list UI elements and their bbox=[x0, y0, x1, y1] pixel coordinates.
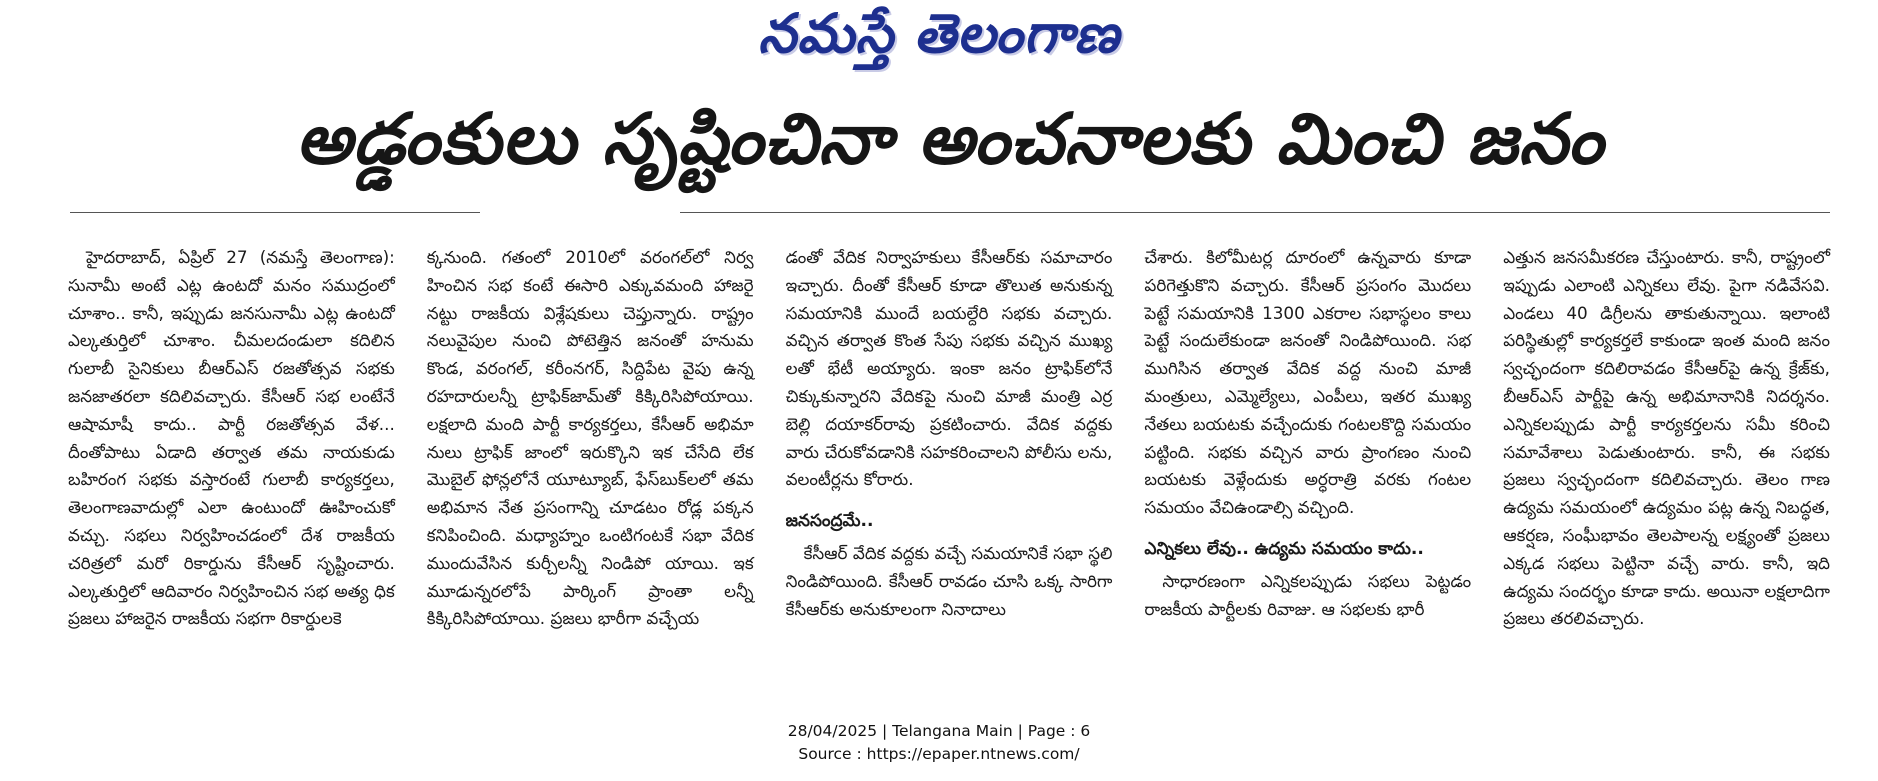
paragraph: క్కనుంది. గతంలో 2010లో వరంగల్‌లో నిర్వ హించిన సభ కంటే ఈసారి ఎక్కువమంది హాజరై నట్టు రాజకీయ విశ్లేషకులు చెప్తున్నారు. రాష్ట్రం నలువైపుల నుంచి పోటెత్తిన జనంతో హనుమ కొండ, వరంగల్, కరీంనగర్, సిద్దిపేట వైపు ఉన్న రహదారులన్నీ ట్రాఫిక్‌జామ్‌తో కిక్కిరిసిపోయాయి. లక్షలాది మంది పార్టీ కార్యకర్తలు, కేసీఆర్ అభిమా నులు ట్రాఫిక్ జాంలో ఇరుక్కొని ఇక చేసేది లేక మొబైల్ ఫోన్లలోనే యూట్యూబ్, ఫేస్‌బుక్‌లలో తమ అభిమాన నేత ప్రసంగాన్ని చూడటం రోడ్ల పక్కన కనిపించింది. మధ్యాహ్నం ఒంటిగంటకే సభా వేదిక ముందువేసిన కుర్చీలన్నీ నిండిపో యాయి. ఇక మూడున్నరలోపే పార్కింగ్ ప్రాంతా లన్నీ కిక్కిరిసిపోయాయి. ప్రజలు భారీగా వచ్చేయ bbox=[426, 247, 754, 629]
article-column-4 bbox=[1144, 244, 1471, 644]
paragraph: కేసీఆర్ వేదిక వద్దకు వచ్చే సమయానికే సభా స్థలి నిండిపోయింది. కేసీఆర్ రావడం చూసి ఒక్క సారిగా కేసీఆర్‌కు అనుకూలంగా నినాదాలు bbox=[785, 542, 1113, 619]
article-column-2 bbox=[427, 244, 754, 644]
divider-rule-right bbox=[680, 212, 1830, 213]
paragraph: చేశారు. కిలోమీటర్ల దూరంలో ఉన్నవారు కూడా పరిగెత్తుకొని వచ్చారు. కేసీఆర్ ప్రసంగం మొదలు పెట్టే సమయానికి 1300 ఎకరాల సభాస్థలం కాలు పెట్టే సందులేకుండా జనంతో నిండిపోయింది. సభ ముగిసిన తర్వాత వేదిక వద్ద నుంచి మాజీ మంత్రులు, ఎమ్మెల్యేలు, ఎంపీలు, ఇతర ముఖ్య నేతలు బయటకు వచ్చేందుకు గంటలకొద్ది సమయం పట్టింది. సభకు వచ్చిన వారు ప్రాంగణం నుంచి బయటకు వెళ్లేందుకు అర్ధరాత్రి వరకు గంటల సమయం వేచిఉండాల్సి వచ్చింది. bbox=[1144, 247, 1472, 518]
footer-date-page: 28/04/2025 | Telangana Main | Page : 6 bbox=[787, 722, 1091, 740]
subheading: జనసంద్రమే.. bbox=[785, 511, 874, 532]
article-column-3 bbox=[786, 244, 1113, 644]
paragraph: డంతో వేదిక నిర్వాహకులు కేసీఆర్‌కు సమాచారం ఇచ్చారు. దీంతో కేసీఆర్ కూడా తొలుత అనుకున్న సమయానికి ముందే బయల్దేరి సభకు వచ్చారు. వచ్చిన తర్వాత కొంత సేపు సభకు వచ్చిన ముఖ్య లతో భేటీ అయ్యారు. ఇంకా జనం ట్రాఫిక్‌లోనే చిక్కుకున్నారని వేదికపై నుంచి మాజీ మంత్రి ఎర్ర బెల్లి దయాకర్‌రావు ప్రకటించారు. వేదిక వద్దకు వారు చేరుకోవడానికి సహకరించాలని పోలీసు లను, వలంటీర్లను కోరారు. bbox=[785, 247, 1113, 490]
masthead-logo: నమస్తే తెలంగాణ bbox=[758, 1, 1120, 65]
page-footer bbox=[0, 720, 1878, 766]
paragraph: హైదరాబాద్, ఏప్రిల్ 27 (నమస్తే తెలంగాణ): సునామీ అంటే ఎట్ల ఉంటదో మనం సముద్రంలో చూశాం.. కానీ, ఇప్పుడు జనసునామీ ఎట్ల ఉంటదో ఎల్కతుర్తిలో చూశాం. చీమలదండులా కదిలిన గులాబీ సైనికులు బీఆర్ఎస్ రజతోత్సవ సభకు జనజాతరలా కదిలివచ్చారు. కేసీఆర్ సభ లంటేనే ఆషామాషీ కాదు.. పార్టీ రజతోత్సవ వేళ... దీంతోపాటు ఏడాది తర్వాత తమ నాయకుడు బహిరంగ సభకు వస్తారంటే గులాబీ కార్యకర్తలు, తెలంగాణవాదుల్లో ఎలా ఉంటుందో ఊహించుకో వచ్చు. సభలు నిర్వహించడంలో దేశ రాజకీయ చరిత్రలో మరో రికార్డును కేసీఆర్ సృష్టించారు. ఎల్కతుర్తిలో ఆదివారం నిర్వహించిన సభ అత్య ధిక ప్రజలు హాజరైన రాజకీయ సభగా రికార్డులకె bbox=[68, 247, 395, 629]
article-column-5 bbox=[1503, 244, 1830, 644]
headline bbox=[60, 98, 1840, 196]
paragraph: సాధారణంగా ఎన్నికలప్పుడు సభలు పెట్టడం రాజకీయ పార్టీలకు రివాజు. ఆ సభలకు భారీ bbox=[1144, 570, 1472, 619]
footer-source: Source : https://epaper.ntnews.com/ bbox=[798, 745, 1080, 763]
paragraph: ఎత్తున జనసమీకరణ చేస్తుంటారు. కానీ, రాష్ట్రంలో ఇప్పుడు ఎలాంటి ఎన్నికలు లేవు. పైగా నడివేసవి. ఎండలు 40 డిగ్రీలను తాకుతున్నాయి. ఇలాంటి పరిస్థితుల్లో కార్యకర్తలే కాకుండా ఇంత మంది జనం స్వచ్ఛందంగా కదిలిరావడం కేసీఆర్‌పై ఉన్న క్రేజ్‌కు, బీఆర్ఎస్ పార్టీపై ఉన్న అభిమానానికి నిదర్శనం. ఎన్నికలప్పుడు పార్టీ కార్యకర్తలను సమీ కరించి సమావేశాలు పెడుతుంటారు. కానీ, ఈ సభకు ప్రజలు స్వచ్ఛందంగా కదిలివచ్చారు. తెలం గాణ ఉద్యమ సమయంలో ఉద్యమం పట్ల ఉన్న నిబద్ధత, ఆకర్షణ, సంఘీభావం తెలపాలన్న లక్ష్యంతో ప్రజలు ఎక్కడ సభలు పెట్టినా వచ్చే వారు. కానీ, ఇది ఉద్యమ సందర్భం కూడా కాదు. అయినా లక్షలాదిగా ప్రజలు తరలివచ్చారు. bbox=[1503, 247, 1830, 629]
headline-text: అడ్డంకులు సృష్టించినా అంచనాలకు మించి జనం bbox=[295, 97, 1605, 180]
divider-rule-left bbox=[70, 212, 480, 213]
article-body bbox=[68, 244, 1830, 644]
subheading: ఎన్నికలు లేవు.. ఉద్యమ సమయం కాదు.. bbox=[1144, 538, 1424, 559]
article-column-1 bbox=[68, 244, 395, 644]
masthead bbox=[0, 1, 1878, 76]
